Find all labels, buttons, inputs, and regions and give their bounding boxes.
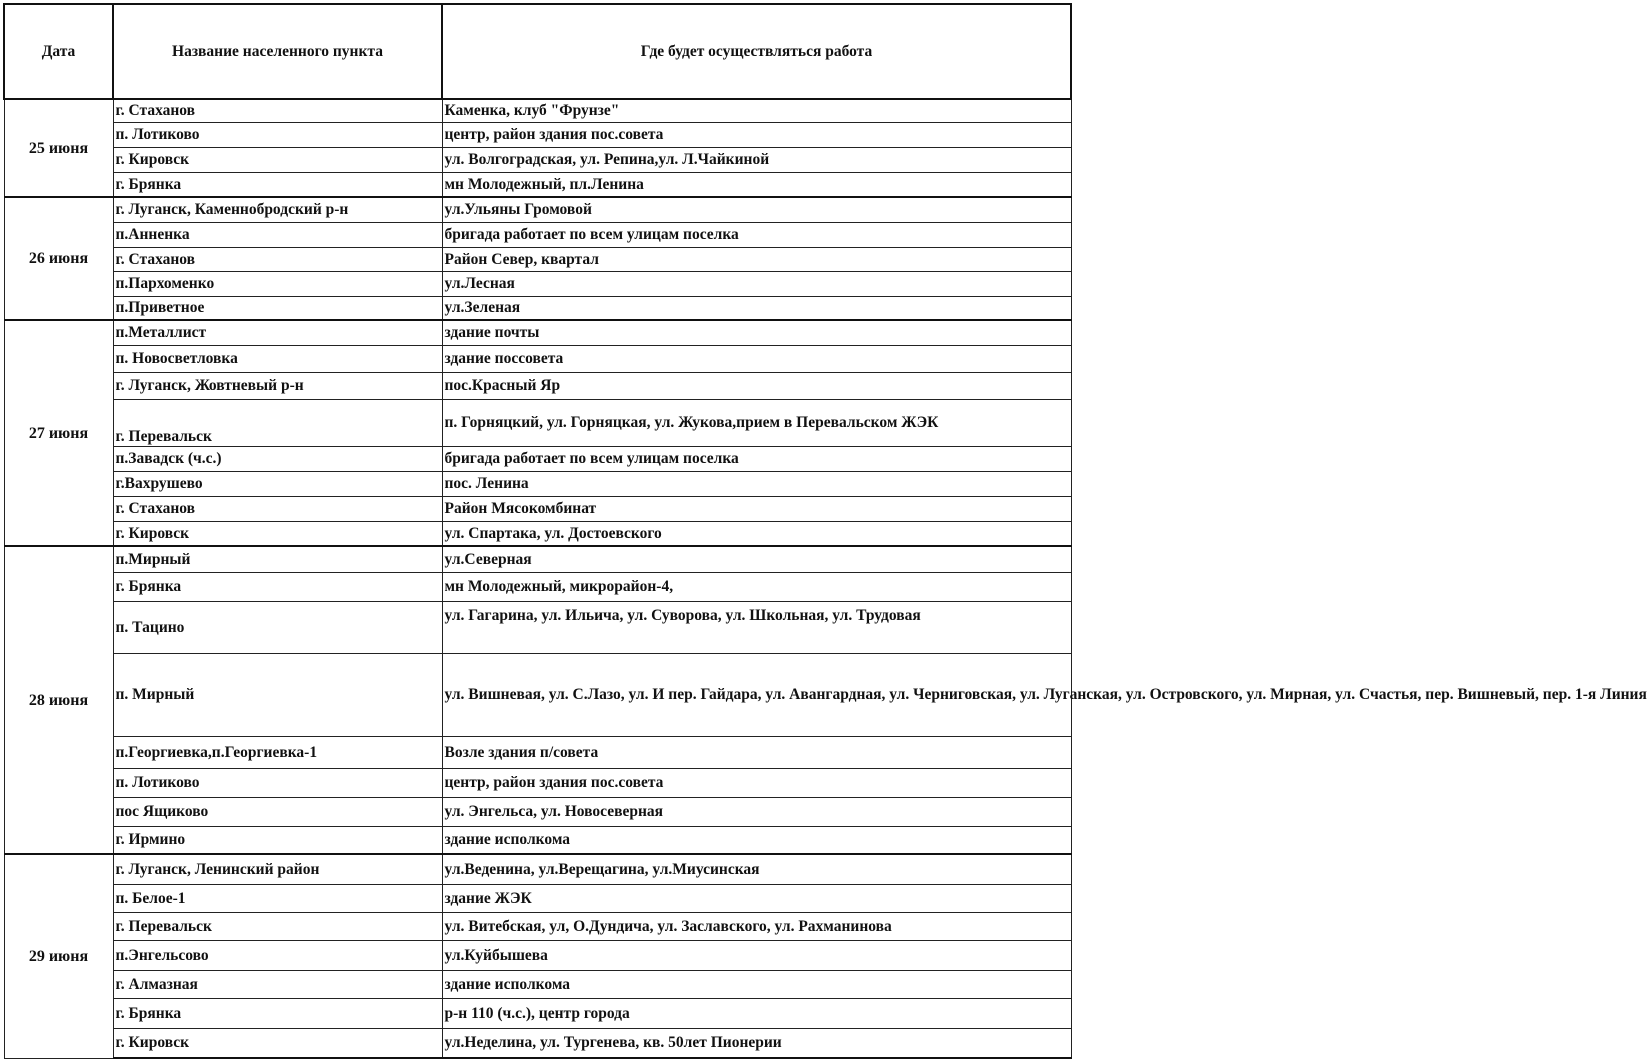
work-location-cell: ул.Лесная <box>442 271 1071 296</box>
work-location-cell: р-н 110 (ч.с.), центр города <box>442 998 1071 1028</box>
work-location-cell: ул.Куйбышева <box>442 940 1071 970</box>
settlement-name-cell: г. Луганск, Ленинский район <box>113 854 442 884</box>
work-location-cell: ул. Энгельса, ул. Новосеверная <box>442 797 1071 826</box>
settlement-name-cell: п.Завадск (ч.с.) <box>113 446 442 471</box>
work-location-cell: здание ЖЭК <box>442 884 1071 912</box>
work-location-cell: ул. Вишневая, ул. С.Лазо, ул. И пер. Гайдара, ул. Авангардная, ул. Черниговская, ул. Луганская, ул. Островского, ул. Мирная, ул. Счастья, пер. Вишневый, пер. 1-я Линия <box>442 653 1071 736</box>
work-location-cell: бригада работает по всем улицам поселка <box>442 446 1071 471</box>
work-location-cell: ул.Зеленая <box>442 296 1071 320</box>
table-row <box>4 271 1071 296</box>
settlement-name-cell: п.Приветное <box>113 296 442 320</box>
work-location-cell: Возле здания п/совета <box>442 736 1071 768</box>
settlement-name-cell: г. Алмазная <box>113 970 442 998</box>
table-header <box>4 4 1071 99</box>
table-row <box>4 296 1071 320</box>
settlement-name-cell: п. Лотиково <box>113 768 442 797</box>
work-location-cell: здание почты <box>442 320 1071 345</box>
settlement-name-cell: п.Мирный <box>113 546 442 572</box>
table-row <box>4 797 1071 826</box>
table-row <box>4 970 1071 998</box>
settlement-name-cell: г. Кировск <box>113 147 442 172</box>
settlement-name-cell: г. Брянка <box>113 998 442 1028</box>
header-date: Дата <box>4 4 113 99</box>
table-row <box>4 1028 1071 1058</box>
settlement-name-cell: г. Перевальск <box>113 399 442 446</box>
settlement-name-cell: г. Стаханов <box>113 247 442 271</box>
table-row <box>4 854 1071 884</box>
table-body <box>4 99 1647 1058</box>
settlement-name-cell: г. Брянка <box>113 172 442 197</box>
table-row <box>4 446 1071 471</box>
table-row <box>4 496 1071 521</box>
settlement-name-cell: п. Мирный <box>113 653 442 736</box>
settlement-name-cell: п.Энгельсово <box>113 940 442 970</box>
table-row <box>4 653 1071 736</box>
work-location-cell: мн Молодежный, микрорайон-4, <box>442 572 1071 601</box>
date-cell: 29 июня <box>4 854 113 1058</box>
table-row <box>4 345 1071 372</box>
work-location-cell: Каменка, клуб "Фрунзе" <box>442 99 1071 122</box>
settlement-name-cell: г. Стаханов <box>113 99 442 122</box>
work-location-cell: Район Север, квартал <box>442 247 1071 271</box>
table-row <box>4 521 1071 546</box>
settlement-name-cell: п. Новосветловка <box>113 345 442 372</box>
settlement-name-cell: п. Белое-1 <box>113 884 442 912</box>
table-row <box>4 99 1071 122</box>
table-row <box>4 736 1071 768</box>
settlement-name-cell: г. Ирмино <box>113 826 442 854</box>
table-row <box>4 884 1071 912</box>
work-location-cell: здание исполкома <box>442 970 1071 998</box>
table-row <box>4 912 1071 940</box>
settlement-name-cell: п. Тацино <box>113 601 442 653</box>
work-location-cell: ул.Веденина, ул.Верещагина, ул.Миусинская <box>442 854 1071 884</box>
settlement-name-cell: г. Кировск <box>113 521 442 546</box>
table-row <box>4 197 1071 222</box>
work-location-cell: ул. Спартака, ул. Достоевского <box>442 521 1071 546</box>
settlement-name-cell: пос Ящиково <box>113 797 442 826</box>
date-cell: 26 июня <box>4 197 113 320</box>
work-location-cell: центр, район здания пос.совета <box>442 122 1071 147</box>
date-cell: 27 июня <box>4 320 113 546</box>
header-settlement-name: Название населенного пункта <box>113 4 442 99</box>
settlement-name-cell: п.Анненка <box>113 222 442 247</box>
settlement-name-cell: п.Металлист <box>113 320 442 345</box>
table-row <box>4 768 1071 797</box>
table-row <box>4 998 1071 1028</box>
settlement-name-cell: г. Кировск <box>113 1028 442 1058</box>
date-cell: 25 июня <box>4 99 113 197</box>
schedule-table <box>3 3 1647 1059</box>
table-row <box>4 122 1071 147</box>
settlement-name-cell: п.Пархоменко <box>113 271 442 296</box>
work-location-cell: мн Молодежный, пл.Ленина <box>442 172 1071 197</box>
work-location-cell: здание поссовета <box>442 345 1071 372</box>
settlement-name-cell: г. Луганск, Жовтневый р-н <box>113 372 442 399</box>
table-row <box>4 222 1071 247</box>
work-location-cell: Район Мясокомбинат <box>442 496 1071 521</box>
table-row <box>4 320 1071 345</box>
work-location-cell: центр, район здания пос.совета <box>442 768 1071 797</box>
table-row <box>4 147 1071 172</box>
table-row <box>4 546 1071 572</box>
work-location-cell: ул.Ульяны Громовой <box>442 197 1071 222</box>
table-row <box>4 601 1071 653</box>
settlement-name-cell: г. Перевальск <box>113 912 442 940</box>
settlement-name-cell: п. Лотиково <box>113 122 442 147</box>
work-location-cell: пос.Красный Яр <box>442 372 1071 399</box>
settlement-name-cell: г. Луганск, Каменнобродский р-н <box>113 197 442 222</box>
header-work-location: Где будет осуществляться работа <box>442 4 1071 99</box>
table-row <box>4 172 1071 197</box>
work-location-cell: здание исполкома <box>442 826 1071 854</box>
table-row <box>4 940 1071 970</box>
work-location-cell: ул. Гагарина, ул. Ильича, ул. Суворова, ул. Школьная, ул. Трудовая <box>442 601 1071 653</box>
work-location-cell: п. Горняцкий, ул. Горняцкая, ул. Жукова,прием в Перевальском ЖЭК <box>442 399 1071 446</box>
table-row <box>4 247 1071 271</box>
work-location-cell: ул. Витебская, ул, О.Дундича, ул. Заславского, ул. Рахманинова <box>442 912 1071 940</box>
settlement-name-cell: г. Стаханов <box>113 496 442 521</box>
work-location-cell: бригада работает по всем улицам поселка <box>442 222 1071 247</box>
work-location-cell: пос. Ленина <box>442 471 1071 496</box>
settlement-name-cell: п.Георгиевка,п.Георгиевка-1 <box>113 736 442 768</box>
table-row <box>4 826 1071 854</box>
table-row <box>4 372 1071 399</box>
settlement-name-cell: г.Вахрушево <box>113 471 442 496</box>
work-location-cell: ул.Неделина, ул. Тургенева, кв. 50лет Пионерии <box>442 1028 1071 1058</box>
work-location-cell: ул.Северная <box>442 546 1071 572</box>
date-cell: 28 июня <box>4 546 113 854</box>
work-location-cell: ул. Волгоградская, ул. Репина,ул. Л.Чайкиной <box>442 147 1071 172</box>
table-row <box>4 399 1071 446</box>
table-row <box>4 572 1071 601</box>
settlement-name-cell: г. Брянка <box>113 572 442 601</box>
table-row <box>4 471 1071 496</box>
